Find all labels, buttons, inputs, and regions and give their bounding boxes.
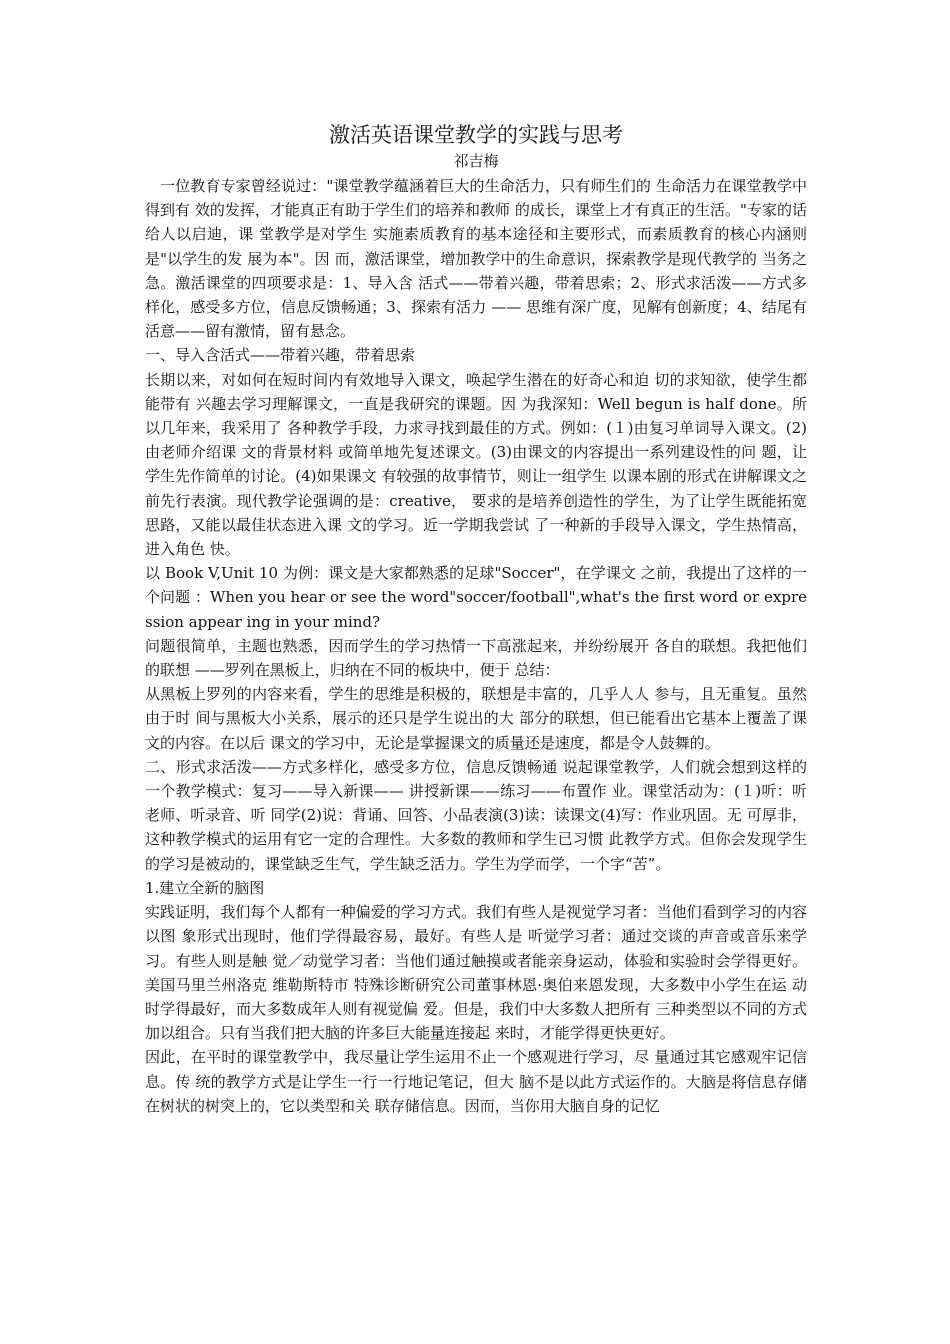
section-heading-2-paragraph: 二、形式求活泼——方式多样化，感受多方位，信息反馈畅通 说起课堂教学，人们就会想到这样的一个教学模式：复习——导入新课—— 讲授新课——练习——布置作 业。课堂活动为：(１)听：听老师、听录音、听 同学(2)说：背诵、回答、小品表演(3)读：读课文(4)写：作业巩固。无 可厚非，这种教学模式的运用有它一定的合理性。大多数的教师和学生已习惯 此教学方式。但你会发现学生的学习是被动的，课堂缺乏生气，学生缺乏活力。学生为学而学，一个字“苦”。: [145, 757, 807, 873]
document-body: [145, 120, 807, 1118]
section-heading-1: 一、导入含活式——带着兴趣，带着思索: [145, 346, 416, 365]
document-author: 祁吉梅: [453, 152, 499, 170]
paragraph-blackboard-result: 从黑板上罗列的内容来看，学生的思维是积极的，联想是丰富的，几乎人人 参与，且无重复。虽然由于时 间与黑板大小关系，展示的还只是学生说出的大 部分的联想，但已能看出它基本上覆盖了课文的内容。在以后 课文的学习中，无论是掌握课文的质量还是速度，都是令人鼓舞的。: [145, 685, 807, 752]
document-title: 激活英语课堂教学的实践与思考: [329, 123, 623, 147]
paragraph-intro: 一位教育专家曾经说过："课堂教学蕴涵着巨大的生命活力，只有师生们的 生命活力在课堂教学中得到有 效的发挥，才能真正有助于学生们的培养和教师 的成长，课堂上才有真正的生活。"专家的话给人以启迪，课 堂教学是对学生 实施素质教育的基本途径和主要形式，而素质教育的核心内涵则是"以学生的发 展为本"。因 而，激活课堂，增加教学中的生命意识，探索教学是现代教学的 当务之急。激活课堂的四项要求是：1、导入含 活式——带着兴趣，带着思索；2、形式求活泼——方式多样化，感受多方位，信息反馈畅通；3、探索有活力 —— 思维有深广度，见解有创新度；4、结尾有活意——留有激情，留有悬念。: [145, 177, 807, 341]
paragraph-learning-styles: 实践证明，我们每个人都有一种偏爱的学习方式。我们有些人是视觉学习者：当他们看到学习的内容以图 象形式出现时，他们学得最容易，最好。有些人是 听觉学习者：通过交谈的声音或音乐来学习。有些人则是触 觉／动觉学习者：当他们通过触摸或者能亲身运动，体验和实验时会学得更好。美国马里兰州洛克 维勒斯特市 特殊诊断研究公司董事林恩·奥伯来恩发现，大多数中小学生在运 动时学得最好，而大多数成年人则有视觉偏 爱。但是，我们中大多数人把所有 三种类型以不同的方式加以组合。只有当我们把大脑的许多巨大能量连接起 来时，才能学得更快更好。: [145, 903, 807, 1043]
paragraph-question-response: 问题很简单，主题也熟悉，因而学生的学习热情一下高涨起来，并纷纷展开 各自的联想。我把他们的联想 ——罗列在黑板上，归纳在不同的板块中，便于 总结：: [145, 636, 807, 680]
paragraph-example-unit10: 以 Book V,Unit 10 为例：课文是大家都熟悉的足球"Soccer"，在学课文 之前，我提出了这样的一个问题 ：When you hear or see the word"soccer/football",what's the first word or expression appear ing in your mind?: [145, 564, 807, 631]
paragraph-lead-in-methods: 长期以来，对如何在短时间内有效地导入课文，唤起学生潜在的好奇心和迫 切的求知欲，使学生都能带有 兴趣去学习理解课文，一直是我研究的课题。因 为我深知：Well begun is half done。所以几年来，我采用了 各种教学手段，力求寻找到最佳的方式。例如：(１)由复习单词导入课文。(2)由老师介绍课 文的背景材料 或简单地先复述课文。(3)由课文的内容提出一系列建设性的问 题，让学生先作简单的讨论。(4)如果课文 有较强的故事情节，则让一组学生 以课本剧的形式在讲解课文之前先行表演。现代教学论强调的是：creative， 要求的是培养创造性的学生，为了让学生既能拓宽思路，又能以最佳状态进入课 文的学习。近一学期我尝试 了一种新的手段导入课文，学生热情高，进入角色 快。: [145, 370, 807, 559]
subheading-brain-map: 1.建立全新的脑图: [145, 878, 265, 897]
paragraph-multi-sense: 因此，在平时的课堂教学中，我尽量让学生运用不止一个感观进行学习，尽 量通过其它感观牢记信息。传 统的教学方式是让学生一行一行地记笔记，但大 脑不是以此方式运作的。大脑是将信息存储在树状的树突上的，它以类型和关 联存储信息。因而，当你用大脑自身的记忆: [145, 1048, 807, 1115]
